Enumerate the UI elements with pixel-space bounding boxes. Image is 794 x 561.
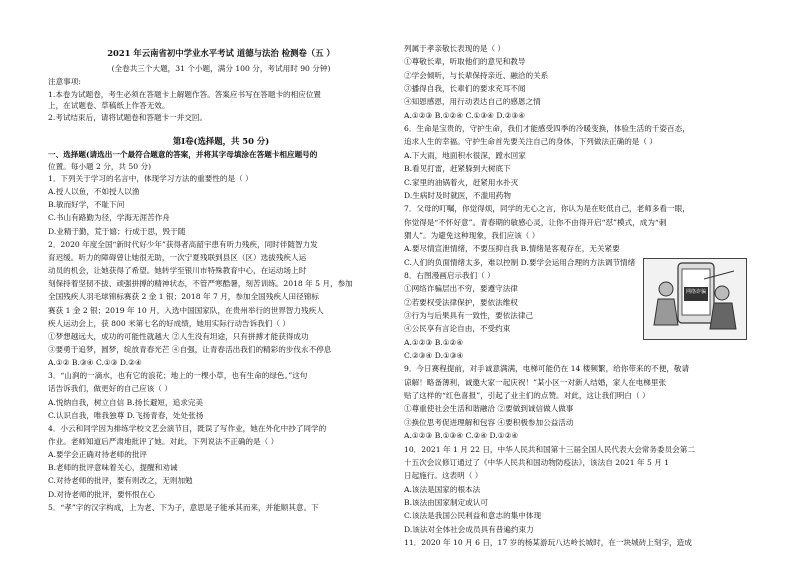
question-line: 作业。老师知道后严肃地批评了她。对此，下列说法不正确的是（ ） (48, 437, 279, 446)
question-line: 动员的机会，让她获得了希望。她转学至银川市特殊教育中心，在运动场上时 (48, 266, 307, 276)
question-line: ②学会倾听，与长辈保持亲近、融洽的关系 (404, 70, 549, 80)
question-line: 十五次会议修订通过了《中华人民共和国动物防疫法》，该法自 2021 年 5 月 1 (404, 457, 670, 467)
question-line: C.认识自我，唯我独尊 D.飞扬青春，处处张扬 (48, 410, 204, 420)
section-title: 第Ⅰ卷(选择题，共 50 分) (172, 136, 270, 146)
question-line: C.人们的负面情绪太多，难以控制 D.要学会运用合理的方法调节情绪 (404, 257, 636, 267)
question-line: 话告诉我们，做更好的自己应该（ ） (48, 384, 172, 394)
question-line: ③行为与后果具有一致性，要依法律己 (404, 311, 534, 320)
question-line: ①梦想越远大，成功的可能性就越大 ②人生没有坦途，只有拼搏才能获得成功 (48, 331, 309, 341)
question-line: A.要学会正确对待老师的批评 (48, 450, 148, 460)
question-line: A.悦纳自我，树立自信 B.扬长避短，追求完美 (48, 397, 203, 407)
question-line: ①网络诈骗层出不穷，要遵守法律 (404, 284, 518, 294)
question-line: 9．今日赛程提前，对手诚意满满，电梯可能仍在 14 楼频繁，给你带来的不便，敬请 (404, 364, 690, 374)
cartoon-caption: 网络诈骗 (685, 289, 706, 295)
question-line: 日起施行。这表明（ ） (404, 471, 483, 481)
section-heading: 一、选择题(请选出一个最符合题意的答案，并将其字母填涂在答题卡相应题号的 (48, 150, 318, 159)
question-line: D.生病时及时就医，不滥用药物 (404, 190, 511, 200)
question-line: 列属于孝亲敬长表现的是（ ） (404, 44, 506, 53)
question-line: 1．下列关于学习的名言中，体现学习方法的重要性的是（ ） (48, 174, 253, 183)
question-line: 7．父母的叮嘱，你觉得烦，同学的无心之言，你认为是在贬低自己，老师多看一眼， (404, 204, 690, 214)
question-line: A.①②③ B.①②④ (404, 337, 464, 347)
question-line: A.①② B.③④ C.①③ D.②④ (48, 358, 142, 368)
cartoon-image (644, 259, 746, 339)
question-line: 赛获 1 金 2 银；2019 年 10 月，入选中国国家队，在贵州举行的世界智力残疾人 (48, 305, 324, 315)
question-line: A.要尽情宣泄情绪，不要压抑自我 B.情绪是客观存在，无关紧要 (404, 244, 620, 254)
notes-heading: 注意事项: (48, 77, 81, 86)
question-line: 6．生命是宝贵的，守护生命，我们才能感受四季的冷暖变换，体验生活的千姿百态， (404, 124, 690, 134)
question-line: 11．2020 年 10 月 6 日，17 岁的杨某游玩八达岭长城时，在一块城砖上刻字，造成 (404, 537, 692, 547)
question-line: C.该法是我国公民利益和意志的集中体现 (404, 511, 542, 521)
question-line: 猬人”。为避免这种现象，我们应该（ ） (404, 230, 540, 240)
question-line: A.下大雨，地面积水很深，蹚水回家 (404, 150, 526, 160)
notes-item: 上，在试题卷、草稿纸上作答无效。 (48, 101, 170, 110)
question-line: B.敏而好学，不耻下问 (48, 200, 125, 210)
question-line: D.业精于勤，荒于嬉；行成于思，毁于随 (48, 226, 186, 236)
question-line: D.对待老师的批评，要怀恨在心 (48, 489, 155, 499)
question-line: A.①②③ B.①②④ C.①③④ D.②③④ (404, 110, 526, 120)
question-line: ④公民享有言论自由，不受约束 (404, 324, 511, 334)
question-line: 贴了这样的“红色喜报”，引起了业主们的点赞。对此，这让我们明白（ ） (404, 391, 650, 401)
question-line: ③要勇于追梦，圆梦，绽放青春光芒 ④自强，让青春活出我们的精彩的步伐永不停息 (48, 344, 332, 354)
notes-item: 1.本卷为试题卷，考生必须在答题卡上解题作答。答案应书写在答题卡的相应位置 (48, 90, 322, 99)
question-line: 育迟缓。听力的障碍曾让她很无助，一次宁夏残联到县区（区）选拔残疾人运 (48, 252, 307, 262)
question-line: B.看见打雷，赶紧躲到大树底下 (404, 164, 511, 174)
question-line: C.对待老师的批评，要有则改之，无则加勉 (48, 476, 193, 486)
question-line: 全国残疾人羽毛球锦标赛获 2 金 1 银；2018 年 7 月，参加全国残疾人田径锦标 (48, 292, 319, 302)
question-line: A.授人以鱼，不如授人以渔 (48, 187, 140, 197)
question-line: ④知恩感恩，用行动表达自己的感恩之情 (404, 97, 541, 107)
question-line: D.该法对全体社会成员具有普遍约束力 (404, 524, 534, 534)
question-line: 5．“孝”字的汉字构成，上为老、下为子，意思是子能承其而来，并能顺其意。下 (48, 502, 319, 512)
question-line: 疾人运动会上，获 800 米第七名的好成绩，她用实际行动告诉我们（ ） (48, 318, 290, 328)
question-line: ②若要权受法律保护，要依法维权 (404, 297, 518, 307)
question-line: 10．2021 年 1 月 22 日，中华人民共和国第十三届全国人民代表大会常务委员会第二 (404, 444, 695, 454)
notes-item: 2.考试结束后，请将试题卷和答题卡一并交回。 (48, 113, 208, 122)
question-line: ①尊敬长辈，听取他们的意见和教导 (404, 57, 526, 67)
question-line: 你觉得是“不怀好意”。青春期的敏感心灵，让你不由得开启“怼”模式，成为“刺 (404, 217, 667, 227)
question-line: C.家里的油锅着火，赶紧用水扑灭 (404, 177, 519, 187)
page-subtitle: (全卷共三个大题，31 个小题，满分 100 分，考试用时 90 分钟) (111, 64, 331, 73)
question-line: 3．“山涧的一滴水，也有它的浪花；地上的一棵小草，也有生命的绿色。”这句 (48, 371, 308, 381)
question-line: ③播得自我，长辈们的要求充耳不闻 (404, 84, 526, 94)
question-line: C.书山有路勤为径，学海无涯苦作舟 (48, 213, 170, 223)
question-line: 8．右图漫画启示我们（ ） (404, 270, 495, 280)
question-line: B.该法由国家制定或认可 (404, 497, 488, 507)
question-line: A.①②③ B.①③④ C.②④ D.①②④ (404, 431, 519, 441)
question-line: B.老师的批评意味着关心，提醒和劝诫 (48, 463, 178, 473)
cartoon-illustration (643, 258, 747, 340)
question-line: 刻保持着坚韧不拔、顽强拼搏的精神状态，不管严寒酷暑，刻苦训练。2018 年 5 月，参加 (48, 279, 353, 289)
question-line: ③换位思考促进理解和包容 ④要积极参加公益活动 (404, 417, 574, 427)
page-title: 2021 年云南省初中学业水平考试 道德与法治 检测卷（五 ） (107, 48, 335, 58)
section-heading-cont: 位置。每小题 2 分，共 50 分) (48, 162, 152, 171)
question-line: 2．2020 年度全国“新时代好少年”获得者高韶宇患有听力残疾，同时伴随智力发 (48, 239, 318, 249)
question-line: C.②③④ D.①③④ (404, 351, 464, 361)
question-line: 谅解！略备薄利，诚邀大家一起庆祝！”某小区一对新人结婚，家人在电梯里张 (404, 377, 667, 387)
question-line: A.该法是国家的根本法 (404, 484, 481, 494)
question-line: 追求人生的幸福。守护生命首先要关注自己的身体，下列做法正确的是（ ） (404, 137, 658, 147)
question-line: 4．小云和同学因为排练学校文艺会演节目，既误了写作业，她在外化中抄了同学的 (48, 423, 327, 433)
question-line: ①尊重使社会生活和谐融洽 ②要做到诚信做人做事 (404, 404, 574, 414)
